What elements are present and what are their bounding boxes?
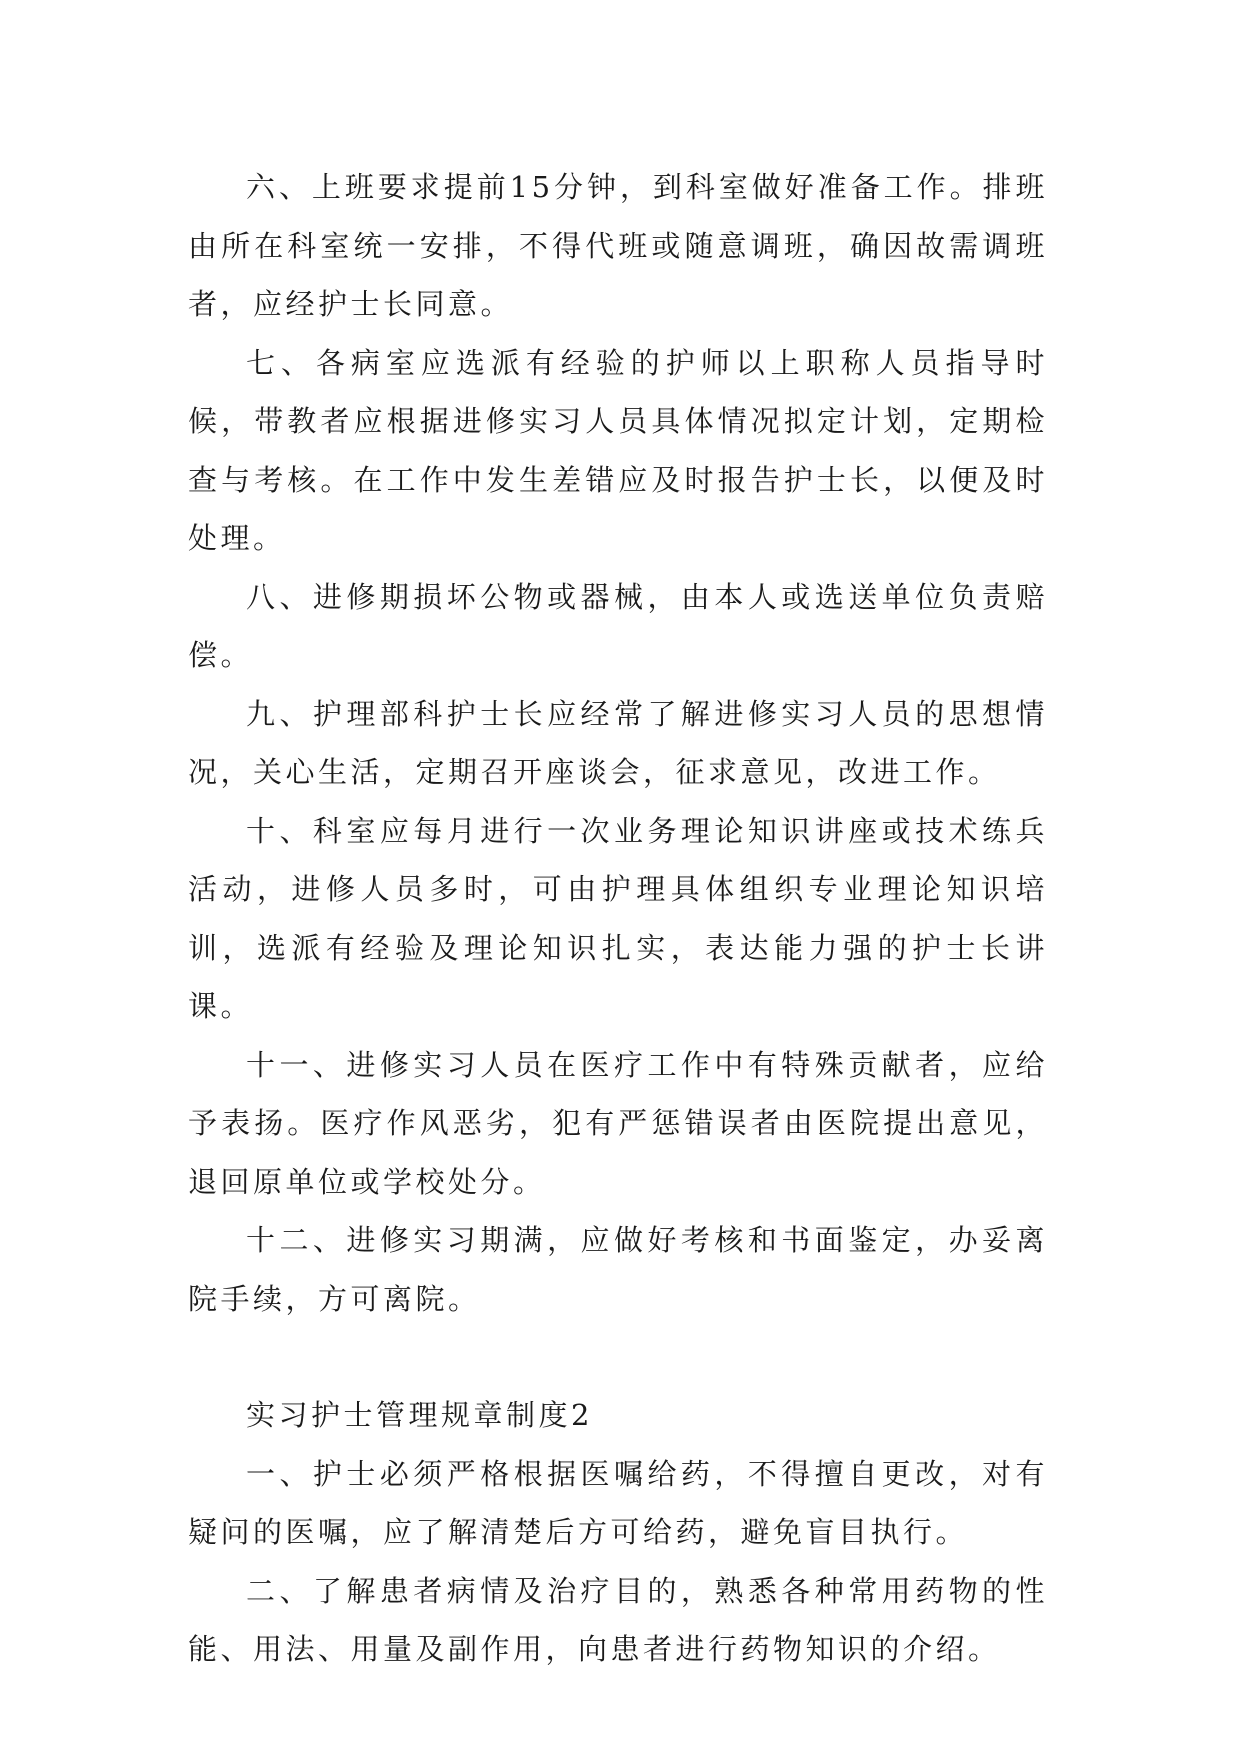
paragraph-item-11: 十一、进修实习人员在医疗工作中有特殊贡献者，应给予表扬。医疗作风恶劣，犯有严惩错误者由医院提出意见，退回原单位或学校处分。 bbox=[188, 1047, 1048, 1199]
paragraph-item-2: 二、了解患者病情及治疗目的，熟悉各种常用药物的性能、用法、用量及副作用，向患者进行药物知识的介绍。 bbox=[188, 1573, 1048, 1666]
document-body bbox=[188, 158, 1048, 1679]
paragraph-item-10: 十、科室应每月进行一次业务理论知识讲座或技术练兵活动，进修人员多时，可由护理具体组织专业理论知识培训，选派有经验及理论知识扎实，表达能力强的护士长讲课。 bbox=[188, 813, 1048, 1023]
paragraph-item-1: 一、护士必须严格根据医嘱给药，不得擅自更改，对有疑问的医嘱，应了解清楚后方可给药，避免盲目执行。 bbox=[188, 1456, 1048, 1549]
paragraph-item-6: 六、上班要求提前15分钟，到科室做好准备工作。排班由所在科室统一安排，不得代班或随意调班，确因故需调班者，应经护士长同意。 bbox=[188, 170, 1048, 321]
section-title: 实习护士管理规章制度2 bbox=[246, 1398, 593, 1432]
paragraph-item-8: 八、进修期损坏公物或器械，由本人或选送单位负责赔偿。 bbox=[188, 579, 1048, 672]
paragraph-item-7: 七、各病室应选派有经验的护师以上职称人员指导时候，带教者应根据进修实习人员具体情况拟定计划，定期检查与考核。在工作中发生差错应及时报告护士长，以便及时处理。 bbox=[188, 345, 1048, 555]
paragraph-item-12: 十二、进修实习期满，应做好考核和书面鉴定，办妥离院手续，方可离院。 bbox=[188, 1223, 1048, 1316]
paragraph-item-9: 九、护理部科护士长应经常了解进修实习人员的思想情况，关心生活，定期召开座谈会，征求意见，改进工作。 bbox=[188, 696, 1048, 789]
